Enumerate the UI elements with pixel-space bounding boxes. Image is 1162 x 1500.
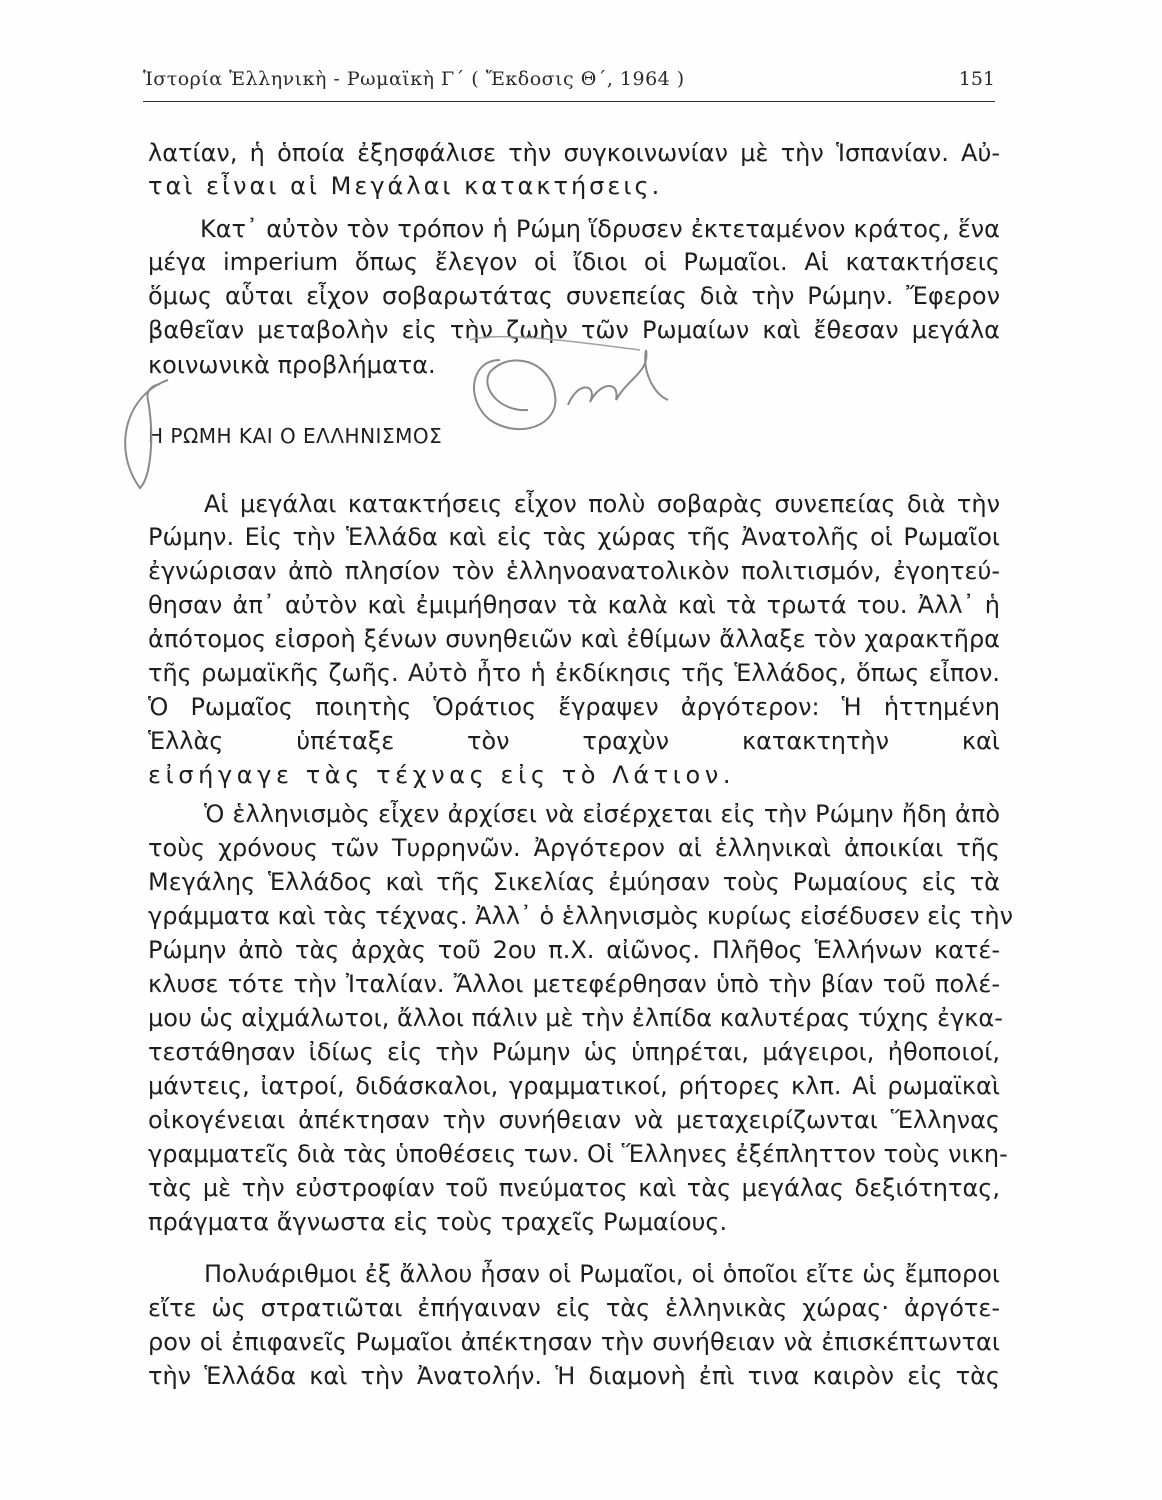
text-line: τεστάθησαν ἰδίως εἰς τὴν Ρώμην ὡς ὑπηρέται, μάγειροι, ἠθοποιοί,	[148, 1038, 1000, 1066]
text-line: κοινωνικὰ προβλήματα.	[148, 351, 436, 379]
text-line: μου ὡς αἰχμάλωτοι, ἄλλοι πάλιν μὲ τὴν ἐλπίδα καλυτέρας τύχης ἐγκα-	[148, 1004, 1003, 1032]
circled-scribble-mark	[474, 360, 555, 429]
text-line: πράγματα ἄγνωστα εἰς τοὺς τραχεῖς Ρωμαίους.	[148, 1208, 728, 1236]
text-line: εἴτε ὡς στρατιῶται ἐπήγαιναν εἰς τὰς ἑλληνικὰς χώρας· ἀργότε-	[148, 1294, 1000, 1322]
page-number: 151	[958, 68, 995, 90]
text-line: λατίαν, ἡ ὁποία ἐξησφάλισε τὴν συγκοινωνίαν μὲ τὴν Ἱσπανίαν. Αὐ-	[148, 139, 1000, 167]
text-line: ρον οἱ ἐπιφανεῖς Ρωμαῖοι ἀπέκτησαν τὴν συνήθειαν νὰ ἐπισκέπτωνται	[148, 1328, 1000, 1356]
text-line: γράμματα καὶ τὰς τέχνας. Ἀλλ᾽ ὁ ἑλληνισμὸς κυρίως εἰσέδυσεν εἰς τὴν	[148, 902, 1013, 930]
text-line: εἰσήγαγε τὰς τέχνας εἰς τὸ Λάτιον.	[148, 761, 736, 789]
text-line: τῆς ρωμαϊκῆς ζωῆς. Αὐτὸ ἦτο ἡ ἐκδίκησις τῆς Ἑλλάδος, ὅπως εἶπον.	[148, 659, 1000, 687]
text-line: τοὺς χρόνους τῶν Τυρρηνῶν. Ἀργότερον αἱ ἑλληνικαὶ ἀποικίαι τῆς	[148, 834, 1000, 862]
text-line: Κατ᾽ αὐτὸν τὸν τρόπον ἡ Ρώμη ἵδρυσεν ἐκτεταμένον κράτος, ἕνα	[200, 215, 1000, 243]
text-line: γραμματεῖς διὰ τὰς ὑποθέσεις των. Οἱ Ἕλληνες ἐξέπληττον τοὺς νικη-	[148, 1140, 1008, 1168]
text-line: Ρώμην. Εἰς τὴν Ἑλλάδα καὶ εἰς τὰς χώρας τῆς Ἀνατολῆς οἱ Ρωμαῖοι	[148, 523, 1000, 551]
text-line: Μεγάλης Ἑλλάδος καὶ τῆς Σικελίας ἐμύησαν τοὺς Ρωμαίους εἰς τὰ	[148, 868, 1000, 896]
text-line: θησαν ἀπ᾽ αὐτὸν καὶ ἐμιμήθησαν τὰ καλὰ καὶ τὰ τρωτά του. Ἀλλ᾽ ἡ	[148, 591, 1000, 619]
text-line: ὅμως αὗται εἶχον σοβαρωτάτας συνεπείας διὰ τὴν Ρώμην. Ἔφερον	[148, 282, 1000, 310]
text-line: Ἑλλὰς ὑπέταξε τὸν τραχὺν κατακτητὴν καὶ	[148, 727, 1000, 755]
handwritten-scribble-mark	[568, 350, 668, 405]
text-line: Ρώμην ἀπὸ τὰς ἀρχὰς τοῦ 2ου π.Χ. αἰῶνος. Πλῆθος Ἑλλήνων κατέ-	[148, 936, 1000, 964]
text-line: τὰς μὲ τὴν εὐστροφίαν τοῦ πνεύματος καὶ τὰς μεγάλας δεξιότητας,	[148, 1174, 1000, 1202]
text-line: βαθεῖαν μεταβολὴν εἰς τὴν ζωὴν τῶν Ρωμαίων καὶ ἔθεσαν μεγάλα	[148, 316, 1000, 344]
section-title: Η ΡΩΜΗ ΚΑΙ Ο ΕΛΛΗΝΙΣΜΟΣ	[148, 424, 443, 448]
text-line: Ὁ Ρωμαῖος ποιητὴς Ὁράτιος ἔγραψεν ἀργότερον: Ἡ ἡττημένη	[148, 693, 1000, 721]
text-line: ἐγνώρισαν ἀπὸ πλησίον τὸν ἑλληνοανατολικὸν πολιτισμόν, ἐγοητεύ-	[148, 557, 1000, 585]
margin-bracket-mark	[125, 380, 168, 488]
pencil-stroke-mark	[470, 337, 640, 350]
text-line: τὴν Ἑλλάδα καὶ τὴν Ἀνατολήν. Ἡ διαμονὴ ἐπὶ τινα καιρὸν εἰς τὰς	[148, 1362, 1000, 1390]
text-line: ἀπότομος εἰσροὴ ξένων συνηθειῶν καὶ ἐθίμων ἄλλαξε τὸν χαρακτῆρα	[148, 625, 1000, 653]
text-line: οἰκογένειαι ἀπέκτησαν τὴν συνήθειαν νὰ μεταχειρίζωνται Ἕλληνας	[148, 1106, 1000, 1134]
text-line: Αἱ μεγάλαι κατακτήσεις εἶχον πολὺ σοβαρὰς συνεπείας διὰ τὴν	[204, 490, 1000, 518]
text-line: μάντεις, ἰατροί, διδάσκαλοι, γραμματικοί, ρήτορες κλπ. Αἱ ρωμαϊκαὶ	[148, 1072, 1000, 1100]
text-line: ταὶ εἶναι αἱ Μεγάλαι κατακτήσεις.	[148, 172, 663, 200]
text-line: μέγα imperium ὅπως ἔλεγον οἱ ἴδιοι οἱ Ρωμαῖοι. Αἱ κατακτήσεις	[148, 248, 1000, 276]
text-line: κλυσε τότε τὴν Ἰταλίαν. Ἄλλοι μετεφέρθησαν ὑπὸ τὴν βίαν τοῦ πολέ-	[148, 970, 1000, 998]
text-line: Πολυάριθμοι ἐξ ἄλλου ἦσαν οἱ Ρωμαῖοι, οἱ ὁποῖοι εἴτε ὡς ἔμποροι	[204, 1260, 1000, 1288]
header-title: Ἱστορία Ἑλληνικὴ - Ρωμαϊκὴ Γ΄ ( Ἔκδοσις Θ΄, 1964 )	[143, 68, 685, 90]
text-line: Ὁ ἑλληνισμὸς εἶχεν ἀρχίσει νὰ εἰσέρχεται εἰς τὴν Ρώμην ἤδη ἀπὸ	[204, 800, 1000, 828]
